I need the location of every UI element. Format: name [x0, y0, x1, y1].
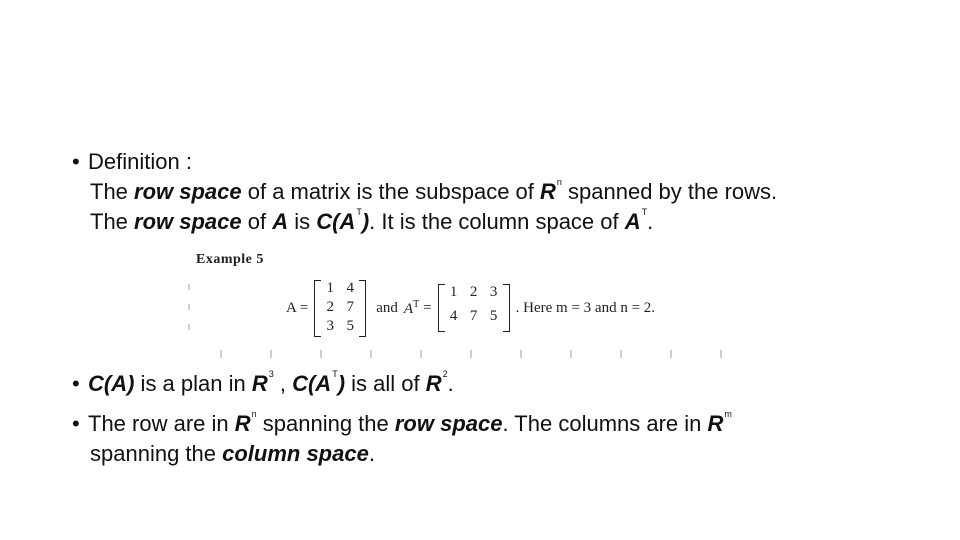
example-figure — [188, 248, 728, 358]
bullet-icon: • — [72, 149, 80, 174]
and-word: and — [376, 299, 398, 316]
definition-line-2: The row space of A is $C(A^T)$. It is the column space of $A^T$. — [90, 207, 654, 234]
bullet-icon: • — [72, 411, 80, 436]
bullet-rows-columns-line-2: spanning the column space. — [90, 441, 375, 466]
definition-label: Definition : — [88, 149, 192, 174]
matrix-a-transpose: 1 2 3 4 7 5 — [438, 284, 510, 332]
scan-ticks — [188, 350, 728, 358]
at-label: $A^T$ — [403, 298, 420, 317]
example-title: Example 5 — [196, 252, 264, 267]
example-tail: . Here m = 3 and n = 2. — [515, 299, 656, 316]
bullet-column-space: • C(A) is a plan in $R^3$ , $C(A^T)$ is all of $R^2$. — [72, 369, 454, 396]
bullet-rows-columns: • The row are in $R^n$ spanning the row space. The columns are in $R^m$ — [72, 409, 732, 436]
definition-line-1: The row space of a matrix is the subspace of $R^n$ spanned by the rows. — [90, 177, 778, 204]
definition-heading — [72, 148, 192, 176]
bullet-icon: • — [72, 371, 80, 396]
matrix-a: 1 4 2 7 3 5 — [314, 280, 366, 337]
a-label: A = — [286, 299, 309, 316]
example-equation: A = 1 4 2 7 3 5 and $A^T$ = 1 2 3 4 7 5 . Here m = 3 and n = 2. — [286, 278, 655, 338]
